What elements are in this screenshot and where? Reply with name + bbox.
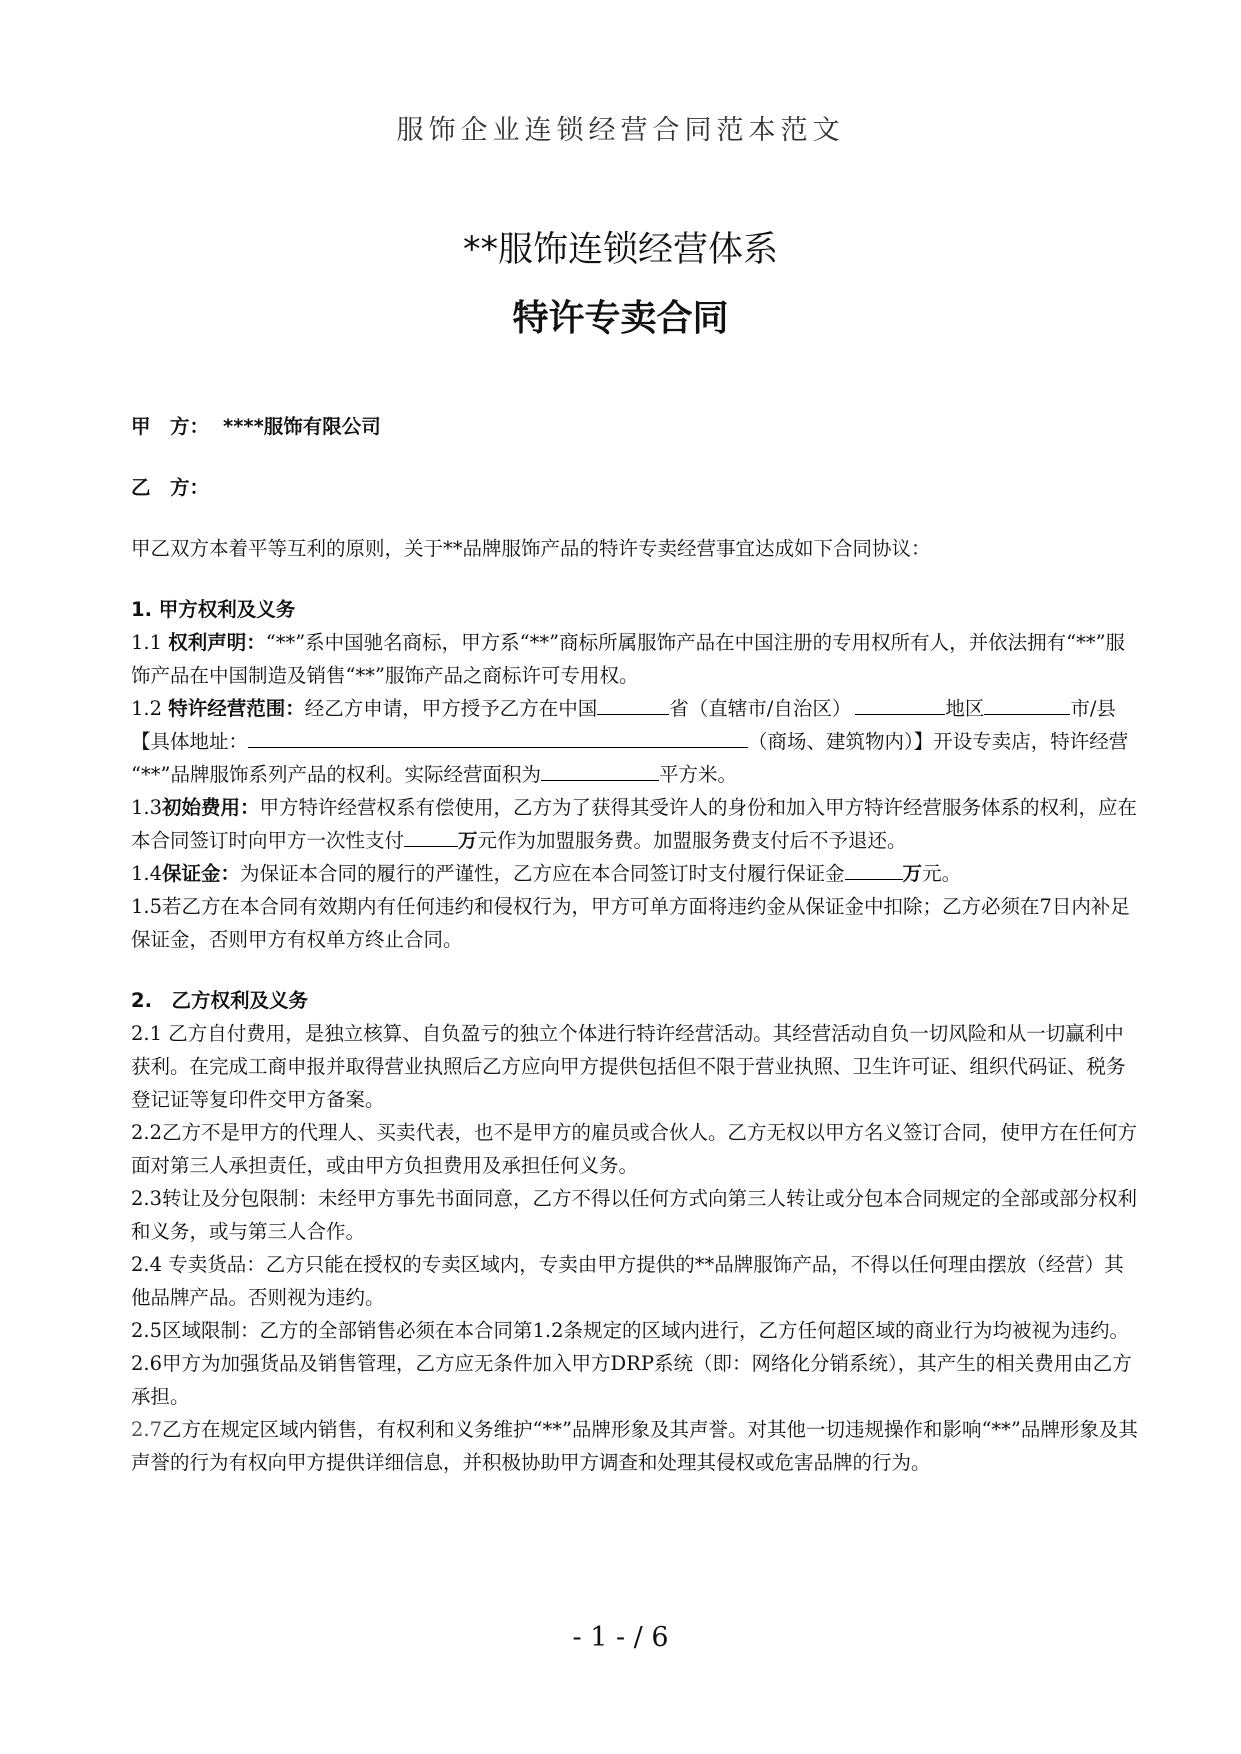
section-1-title: 1. 甲方权利及义务 — [131, 598, 296, 621]
clause-text: 乙方不是甲方的代理人、买卖代表，也不是甲方的雇员或合伙人。乙方无权以甲方名义签订合同，使甲方在任何方面对第三人承担责任，或由甲方负担费用及承担任何义务。 — [131, 1121, 1138, 1177]
clause-2-6 — [131, 1347, 1139, 1413]
document-title: 服饰企业连锁经营合同范本范文 — [396, 115, 845, 146]
clause-2-3 — [131, 1182, 1139, 1248]
clause-number: 1.1 — [131, 631, 169, 654]
clause-2-5 — [131, 1314, 1139, 1347]
heading-system: **服饰连锁经营体系 — [462, 230, 778, 270]
clause-number: 2.2 — [131, 1121, 163, 1144]
clause-number: 1.3 — [131, 796, 163, 819]
clause-text: 地区 — [945, 697, 985, 720]
blank-address — [248, 725, 748, 748]
clause-head: 保证金： — [162, 862, 241, 885]
clause-2-2 — [131, 1116, 1139, 1182]
clause-head: 特许经营范围： — [168, 697, 305, 720]
clause-text: 甲方为加强货品及销售管理，乙方应无条件加入甲方DRP系统（即：网络化分销系统），其产生的相关费用由乙方承担。 — [131, 1352, 1132, 1408]
blank-city — [984, 692, 1070, 715]
clause-text: 市/县【具体地址： — [131, 697, 1116, 753]
clause-number: 2.4 — [131, 1253, 169, 1276]
clause-text: （商场、建筑物内）】开设专卖店，特许经营 “**”品牌服饰系列产品的权利。实际经营面积为 — [131, 730, 1129, 786]
clause-text: 乙方在规定区域内销售，有权利和义务维护“**”品牌形象及其声誉。对其他一切违规操作和影响“**”品牌形象及其声誉的行为有权向甲方提供详细信息，并积极协助甲方调查和处理其侵权或危害品牌的行为。 — [131, 1418, 1138, 1474]
clause-text: 元。 — [922, 862, 962, 885]
clause-unit: 万 — [902, 862, 923, 885]
clause-unit: 万 — [458, 829, 478, 852]
clause-2-1 — [131, 1017, 1139, 1116]
clause-text: 元作为加盟服务费。加盟服务费支付后不予退还。 — [477, 829, 907, 852]
clause-text: 省（直辖市/自治区） — [669, 697, 852, 720]
clause-text: 甲方特许经营权系有偿使用，乙方为了获得其受许人的身份和加入甲方特许经营服务体系的权利，应在本合同签订时向甲方一次性支付 — [131, 796, 1138, 852]
clause-1-5 — [131, 890, 1139, 956]
clause-text: 经乙方申请，甲方授予乙方在中国 — [304, 697, 598, 720]
clause-1-2 — [131, 692, 1139, 791]
contract-body — [131, 410, 1139, 1479]
party-a-value: ****服饰有限公司 — [223, 415, 381, 438]
page-number: - 1 - / 6 — [572, 1622, 669, 1653]
clause-text: 乙方自付费用，是独立核算、自负盈亏的独立个体进行特许经营活动。其经营活动自负一切风险和从一切赢利中获利。在完成工商申报并取得营业执照后乙方应向甲方提供包括但不限于营业执照、卫生许可证、组织代码证、税务登记证等复印件交甲方备案。 — [131, 1022, 1126, 1111]
blank-area — [541, 758, 659, 781]
blank-region — [855, 692, 945, 715]
blank-fee — [404, 824, 458, 847]
clause-text: 区域限制：乙方的全部销售必须在本合同第1.2条规定的区域内进行，乙方任何超区域的商业行为均被视为违约。 — [162, 1319, 1130, 1342]
clause-text: 若乙方在本合同有效期内有任何违约和侵权行为，甲方可单方面将违约金从保证金中扣除；乙方必须在7日内补足保证金，否则甲方有权单方终止合同。 — [131, 895, 1130, 951]
heading-contract: 特许专卖合同 — [512, 298, 729, 339]
party-a — [131, 410, 1139, 443]
section-2-title: 2. 乙方权利及义务 — [131, 989, 308, 1012]
party-b — [131, 471, 1139, 504]
clause-number: 2.6 — [131, 1352, 163, 1375]
clause-2-7 — [131, 1413, 1139, 1479]
clause-text: 专卖货品：乙方只能在授权的专卖区域内，专卖由甲方提供的**品牌服饰产品，不得以任何理由摆放（经营）其他品牌产品。否则视为违约。 — [131, 1253, 1124, 1309]
party-b-label: 乙 方： — [131, 476, 210, 499]
clause-number: 2.5 — [131, 1319, 163, 1342]
clause-text: “**”系中国驰名商标，甲方系“**”商标所属服饰产品在中国注册的专用权所有人，并依法拥有“**”服饰产品在中国制造及销售“**”服饰产品之商标许可专用权。 — [131, 631, 1126, 687]
clause-number: 1.2 — [131, 697, 169, 720]
clause-number: 2.3 — [131, 1187, 163, 1210]
clause-head: 初始费用： — [162, 796, 260, 819]
blank-deposit — [845, 857, 903, 880]
clause-text: 为保证本合同的履行的严谨性，乙方应在本合同签订时支付履行保证金 — [240, 862, 845, 885]
clause-1-1 — [131, 626, 1139, 692]
clause-number: 2.7 — [131, 1418, 163, 1441]
clause-1-3 — [131, 791, 1139, 857]
clause-text: 转让及分包限制：未经甲方事先书面同意，乙方不得以任何方式向第三人转让或分包本合同规定的全部或部分权利和义务，或与第三人合作。 — [131, 1187, 1138, 1243]
clause-text: 平方米。 — [658, 763, 737, 786]
intro-paragraph: 甲乙双方本着平等互利的原则，关于**品牌服饰产品的特许专卖经营事宜达成如下合同协议： — [131, 537, 931, 560]
clause-1-4 — [131, 857, 1139, 890]
clause-2-4 — [131, 1248, 1139, 1314]
clause-number: 1.5 — [131, 895, 163, 918]
party-a-label: 甲 方： — [131, 415, 210, 438]
blank-province — [597, 692, 669, 715]
clause-number: 1.4 — [131, 862, 163, 885]
clause-head: 权利声明： — [168, 631, 266, 654]
clause-number: 2.1 — [131, 1022, 169, 1045]
